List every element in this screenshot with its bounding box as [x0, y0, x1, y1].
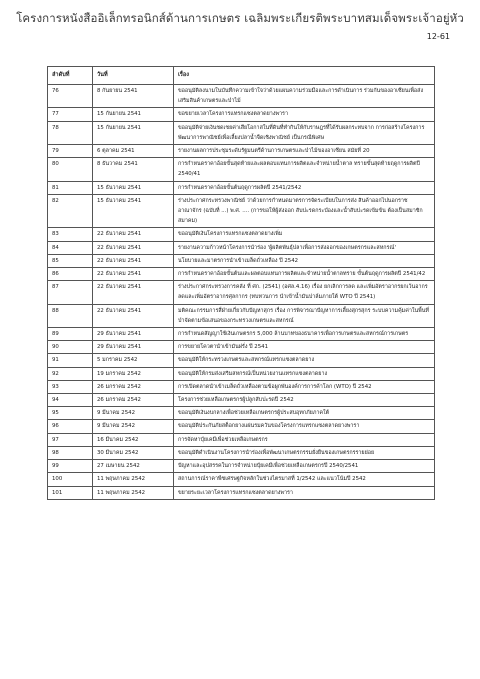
row-subject: การกำหนดราคาอ้อยขั้นต้นและผลตอบแทนการผลิตและจำหน่ายน้ำตาลทราย ขั้นต้นฤดูการผลิตปี 2541/42	[174, 268, 435, 281]
table-row	[48, 145, 435, 158]
table-row	[48, 341, 435, 354]
row-date: 6 ตุลาคม 2541	[93, 145, 174, 158]
table-row	[48, 394, 435, 407]
table-row	[48, 181, 435, 194]
table-row	[48, 241, 435, 254]
row-number: 101	[48, 486, 93, 499]
row-subject: การกำหนดราคาอ้อยขั้นต้นฤดูการผลิตปี 2541/2542	[174, 181, 435, 194]
table-row	[48, 85, 435, 108]
row-subject: ขอขยายเวลาโครงการแทรกแซงตลาดยางพารา	[174, 108, 435, 121]
row-subject: รายงานความก้าวหน้าโครงการนำร่อง 'ผู้ผลิตพันธุ์ปลาเพื่อการส่งออกของเกษตรกรและสหกรณ์'	[174, 241, 435, 254]
row-number: 81	[48, 181, 93, 194]
row-subject: ขออนุมัติเงินงบกลางเพื่อช่วยเหลือเกษตรกรผู้ประสบอุทกภัยภาคใต้	[174, 407, 435, 420]
row-subject: โครงการช่วยเหลือเกษตรกรผู้ปลูกสับปะรดปี 2542	[174, 394, 435, 407]
row-date: 15 ธันวาคม 2541	[93, 194, 174, 228]
row-date: 26 มกราคม 2542	[93, 380, 174, 393]
row-number: 79	[48, 145, 93, 158]
row-subject: ขออนุมัติประกันภัยสต็อกยางแผ่นรมควันของโครงการแทรกแซงตลาดยางพารา	[174, 420, 435, 433]
row-subject: ร่างประกาศกระทรวงการคลัง ที่ ศก. (2541) (อศล.4.16) เรื่อง ยกเลิกการลด และเพิ่มอัตราอากรยกเว้นอากร ลดและเพิ่มอัตราอากรศุลกากร (ทบทวนการ นำเข้าน้ำมันปาล์มภายใต้ WTO ปี 2541)	[174, 281, 435, 304]
row-subject: ขยายระยะเวลาโครงการแทรกแซงตลาดยางพารา	[174, 486, 435, 499]
row-date: 22 ธันวาคม 2541	[93, 228, 174, 241]
row-number: 98	[48, 446, 93, 459]
row-date: 8 ธันวาคม 2541	[93, 158, 174, 181]
row-date: 22 ธันวาคม 2541	[93, 281, 174, 304]
row-number: 99	[48, 460, 93, 473]
row-date: 22 ธันวาคม 2541	[93, 268, 174, 281]
table-row	[48, 380, 435, 393]
row-subject: ปัญหาและอุปสรรคในการจำหน่ายปุ๋ยเคมีเพื่อช่วยเหลือเกษตรกรปี 2540/2541	[174, 460, 435, 473]
row-date: 26 มกราคม 2542	[93, 394, 174, 407]
table-row	[48, 407, 435, 420]
row-subject: การกำหนดราคาอ้อยขั้นสุดท้ายและผลตอบแทนการผลิตและจำหน่ายน้ำตาล ทรายขั้นสุดท้ายฤดูการผลิตปี 2540/41	[174, 158, 435, 181]
table-row	[48, 158, 435, 181]
row-number: 86	[48, 268, 93, 281]
row-subject: มติคณะกรรมการสี่ฝ่ายเกี่ยวกับปัญหาสุกร เรื่อง การพิจารณาปัญหาการเลี้ยงสุกรสุกร ระบบความคุ้มค่าในพื้นที่ป่าจัดตามข้อเสนอของกระทรวงเกษตรและสหกรณ์	[174, 304, 435, 327]
row-number: 76	[48, 85, 93, 108]
row-number: 78	[48, 121, 93, 144]
row-date: 15 ธันวาคม 2541	[93, 181, 174, 194]
row-number: 84	[48, 241, 93, 254]
column-header-date: วันที่	[93, 67, 174, 85]
table-row	[48, 420, 435, 433]
table-row	[48, 228, 435, 241]
row-subject: ร่างประกาศกระทรวงพาณิชย์ ว่าด้วยการกำหนดมาตรการจัดระเบียบในการส่ง สินค้าออกไปนอกราช อาณาจักร (ฉบับที่ ...) พ.ศ. .... (การขอให้ผู้ส่งออก สับปะรดกระป๋องและน้ำสับปะรดเข้มข้น ต้องเป็นสมาชิกสมาคม)	[174, 194, 435, 228]
table-row	[48, 268, 435, 281]
row-subject: สถานการณ์ราคาพืชเศรษฐกิจหลักในช่วงไตรมาสที่ 1/2542 และแนวโน้มปี 2542	[174, 473, 435, 486]
table-row	[48, 108, 435, 121]
table-row	[48, 473, 435, 486]
row-date: 15 กันยายน 2541	[93, 121, 174, 144]
document-header-title: โครงการหนังสืออิเล็กทรอนิกส์ด้านการเกษตร เฉลิมพระเกียรติพระบาทสมเด็จพระเจ้าอยู่หัว	[16, 11, 464, 25]
row-date: 11 พฤษภาคม 2542	[93, 486, 174, 499]
row-number: 89	[48, 328, 93, 341]
table-row	[48, 460, 435, 473]
row-number: 85	[48, 254, 93, 267]
table-row	[48, 367, 435, 380]
row-number: 91	[48, 354, 93, 367]
row-date: 22 ธันวาคม 2541	[93, 304, 174, 327]
table-row	[48, 433, 435, 446]
row-date: 5 มกราคม 2542	[93, 354, 174, 367]
row-date: 22 ธันวาคม 2541	[93, 254, 174, 267]
row-subject: การจัดหาปุ๋ยเคมีเพื่อช่วยเหลือเกษตรกร	[174, 433, 435, 446]
row-number: 87	[48, 281, 93, 304]
page-number: 12-61	[426, 32, 450, 41]
table-body	[48, 85, 435, 500]
row-number: 97	[48, 433, 93, 446]
row-date: 8 กันยายน 2541	[93, 85, 174, 108]
table-row	[48, 304, 435, 327]
row-subject: นโยบายและมาตรการนำเข้าเมล็ดถั่วเหลือง ปี 2542	[174, 254, 435, 267]
row-number: 95	[48, 407, 93, 420]
row-date: 11 พฤษภาคม 2542	[93, 473, 174, 486]
row-date: 29 ธันวาคม 2541	[93, 341, 174, 354]
row-subject: ขออนุมัติลงนามในบันทึกความเข้าใจว่าด้วยแผนความร่วมมือและการดำเนินการ ร่วมกันของอาเซียนเพื่อส่งเสริมสินค้าเกษตรและป่าไม้	[174, 85, 435, 108]
row-number: 77	[48, 108, 93, 121]
row-subject: ขออนุมัติให้กระทรวงเกษตรและสหกรณ์แทรกแซงตลาดยาง	[174, 354, 435, 367]
table-row	[48, 486, 435, 499]
row-number: 80	[48, 158, 93, 181]
table-row	[48, 328, 435, 341]
row-number: 100	[48, 473, 93, 486]
row-number: 94	[48, 394, 93, 407]
row-number: 92	[48, 367, 93, 380]
row-number: 90	[48, 341, 93, 354]
row-date: 29 ธันวาคม 2541	[93, 328, 174, 341]
row-date: 27 เมษายน 2542	[93, 460, 174, 473]
column-header-number: ลำดับที่	[48, 67, 93, 85]
table-header-row	[48, 67, 435, 85]
column-header-subject: เรื่อง	[174, 67, 435, 85]
row-date: 22 ธันวาคม 2541	[93, 241, 174, 254]
row-date: 30 มีนาคม 2542	[93, 446, 174, 459]
row-subject: ขออนุมัติดำเนินงานโครงการนำร่องเพื่อพัฒนาเกษตรกรรมยั่งยืนของเกษตรกรรายย่อย	[174, 446, 435, 459]
row-subject: การเปิดตลาดนำเข้าเมล็ดถั่วเหลืองตามข้อผูกพันองค์การการค้าโลก (WTO) ปี 2542	[174, 380, 435, 393]
row-date: 16 มีนาคม 2542	[93, 433, 174, 446]
row-date: 15 กันยายน 2541	[93, 108, 174, 121]
row-number: 88	[48, 304, 93, 327]
table-row	[48, 121, 435, 144]
row-subject: ขออนุมัติให้กรมส่งเสริมสหกรณ์เป็นหน่วยงานแทรกแซงตลาดยาง	[174, 367, 435, 380]
table-row	[48, 446, 435, 459]
table-row	[48, 281, 435, 304]
resolutions-table	[47, 66, 435, 500]
row-number: 93	[48, 380, 93, 393]
row-subject: ขออนุมัติจ่ายเงินชดเชยค่าเสียโอกาสในที่ดินที่ทำกินให้กับราษฎรที่ได้รับผลกระทบจาก การก่อสร้างโครงการพัฒนาการพาณิชย์เพื่อเลี้ยงปลาน้ำจืดเชิงพาณิชย์ เป็นกรณีพิเศษ	[174, 121, 435, 144]
table-row	[48, 354, 435, 367]
row-number: 96	[48, 420, 93, 433]
table-row	[48, 254, 435, 267]
row-date: 9 มีนาคม 2542	[93, 407, 174, 420]
row-number: 82	[48, 194, 93, 228]
row-date: 9 มีนาคม 2542	[93, 420, 174, 433]
row-subject: การขยายโควตานำเข้ามันฝรั่ง ปี 2541	[174, 341, 435, 354]
row-subject: รายงานผลการประชุมระดับรัฐมนตรีด้านการเกษตรและป่าไม้ของอาเซียน สมัยที่ 20	[174, 145, 435, 158]
row-date: 19 มกราคม 2542	[93, 367, 174, 380]
table-row	[48, 194, 435, 228]
row-subject: การกำหนดสัญญาใช้เงินเกษตรกร 5,000 ล้านบาทของธนาคารเพื่อการเกษตรและสหกรณ์การเกษตร	[174, 328, 435, 341]
row-number: 83	[48, 228, 93, 241]
row-subject: ขออนุมัติเงินโครงการแทรกแซงตลาดยางเพิ่ม	[174, 228, 435, 241]
